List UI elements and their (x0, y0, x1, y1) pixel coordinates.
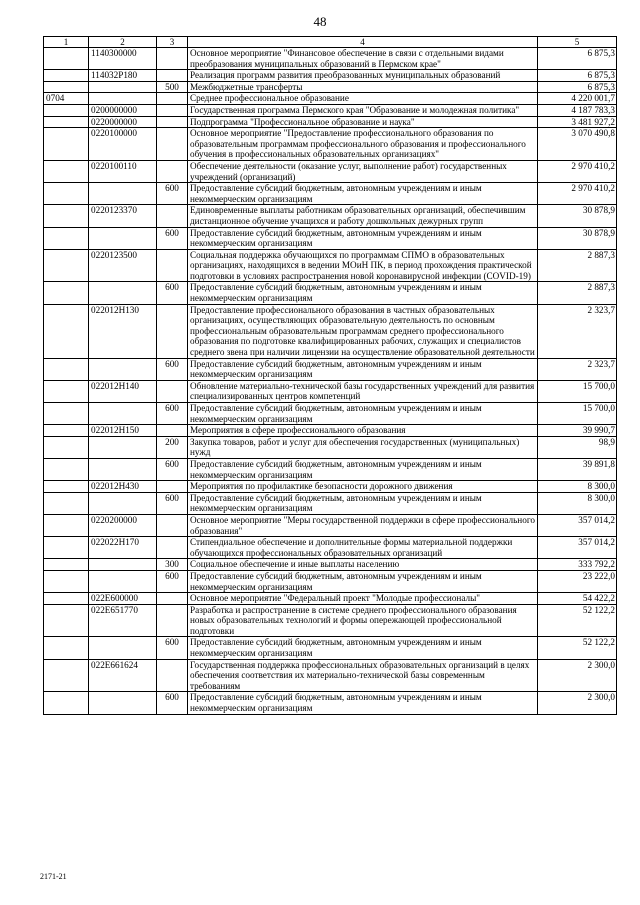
table-row (44, 227, 617, 249)
item-name: Среднее профессиональное образование (188, 93, 538, 105)
item-name: Предоставление субсидий бюджетным, автономным учреждениям и иным некоммерческим организациям (188, 403, 538, 425)
section-code (44, 559, 89, 571)
item-name: Государственная поддержка профессиональных образовательных организаций в целях обеспечения соответствия их материально-технической базы современным требованиям (188, 659, 538, 692)
target-article: 0220000000 (89, 116, 157, 128)
amount: 98,9 (538, 436, 617, 458)
target-article: 0200000000 (89, 104, 157, 116)
item-name: Мероприятия по профилактике безопасности дорожного движения (188, 481, 538, 493)
amount: 357 014,2 (538, 514, 617, 536)
header-col-4: 4 (188, 37, 538, 48)
section-code (44, 604, 89, 637)
expense-type: 600 (157, 570, 188, 592)
amount: 3 481 927,2 (538, 116, 617, 128)
table-row (44, 403, 617, 425)
section-code: 0704 (44, 93, 89, 105)
target-article: 114032Р180 (89, 70, 157, 82)
item-name: Основное мероприятие "Меры государственной поддержки в сфере профессионального образования" (188, 514, 538, 536)
target-article: 022012Н150 (89, 425, 157, 437)
table-row (44, 183, 617, 205)
section-code (44, 637, 89, 659)
section-code (44, 659, 89, 692)
expense-type (157, 537, 188, 559)
table-row (44, 358, 617, 380)
amount: 6 875,3 (538, 81, 617, 93)
target-article: 022E600000 (89, 593, 157, 605)
item-name: Стипендиальное обеспечение и дополнительные формы материальной поддержки обучающихся профессиональных образовательных организаций (188, 537, 538, 559)
table-row (44, 692, 617, 714)
expense-type: 600 (157, 227, 188, 249)
section-code (44, 128, 89, 161)
expense-type (157, 116, 188, 128)
item-name: Предоставление субсидий бюджетным, автономным учреждениям и иным некоммерческим организациям (188, 492, 538, 514)
target-article: 0220200000 (89, 514, 157, 536)
table-row (44, 304, 617, 358)
table-row (44, 116, 617, 128)
target-article: 022E661624 (89, 659, 157, 692)
section-code (44, 116, 89, 128)
header-col-5: 5 (538, 37, 617, 48)
header-col-1: 1 (44, 37, 89, 48)
item-name: Единовременные выплаты работникам образовательных организаций, обеспечившим дистанционное обучение учащихся и работу дошкольных дежурных групп (188, 205, 538, 227)
target-article (89, 637, 157, 659)
section-code (44, 425, 89, 437)
target-article: 0220123500 (89, 249, 157, 282)
amount: 4 220 001,7 (538, 93, 617, 105)
section-code (44, 481, 89, 493)
amount: 357 014,2 (538, 537, 617, 559)
target-article (89, 436, 157, 458)
table-row (44, 249, 617, 282)
amount: 15 700,0 (538, 380, 617, 402)
target-article: 0220100000 (89, 128, 157, 161)
expense-type: 600 (157, 458, 188, 480)
expense-type: 600 (157, 492, 188, 514)
item-name: Подпрограмма "Профессиональное образование и наука" (188, 116, 538, 128)
item-name: Основное мероприятие "Предоставление профессионального образования по образовательным программам профессионального образования и профессионального обучения в профессиональных образовательных организациях" (188, 128, 538, 161)
table-row (44, 570, 617, 592)
target-article: 022022Н170 (89, 537, 157, 559)
target-article: 022E651770 (89, 604, 157, 637)
item-name: Предоставление субсидий бюджетным, автономным учреждениям и иным некоммерческим организациям (188, 458, 538, 480)
expense-type (157, 160, 188, 182)
section-code (44, 358, 89, 380)
table-header-row (44, 37, 617, 48)
amount: 3 070 490,8 (538, 128, 617, 161)
expense-type (157, 128, 188, 161)
section-code (44, 514, 89, 536)
expense-type (157, 380, 188, 402)
amount: 6 875,3 (538, 70, 617, 82)
item-name: Предоставление субсидий бюджетным, автономным учреждениям и иным некоммерческим организациям (188, 570, 538, 592)
table-row (44, 659, 617, 692)
table-row (44, 104, 617, 116)
expense-type: 600 (157, 692, 188, 714)
expense-type (157, 104, 188, 116)
table-row (44, 81, 617, 93)
item-name: Социальная поддержка обучающихся по программам СПМО в образовательных организациях, находящихся в ведении МОиН ПК, в период прохождения практической подготовки в условиях распространения новой коронавирусной инфекции (COVID-19) (188, 249, 538, 282)
table-row (44, 70, 617, 82)
amount: 2 970 410,2 (538, 183, 617, 205)
amount: 30 878,9 (538, 205, 617, 227)
target-article (89, 403, 157, 425)
item-name: Мероприятия в сфере профессионального образования (188, 425, 538, 437)
amount: 54 422,2 (538, 593, 617, 605)
target-article (89, 93, 157, 105)
amount: 39 891,8 (538, 458, 617, 480)
table-row (44, 514, 617, 536)
amount: 8 300,0 (538, 481, 617, 493)
target-article (89, 692, 157, 714)
section-code (44, 70, 89, 82)
expense-type (157, 304, 188, 358)
section-code (44, 492, 89, 514)
expense-type: 600 (157, 358, 188, 380)
target-article: 022012Н430 (89, 481, 157, 493)
item-name: Предоставление субсидий бюджетным, автономным учреждениям и иным некоммерческим организациям (188, 183, 538, 205)
footer-code: 2171-21 (40, 872, 67, 881)
table-row (44, 128, 617, 161)
section-code (44, 436, 89, 458)
section-code (44, 249, 89, 282)
expense-type: 500 (157, 81, 188, 93)
table-row (44, 436, 617, 458)
amount: 52 122,2 (538, 604, 617, 637)
expense-type (157, 93, 188, 105)
section-code (44, 537, 89, 559)
target-article (89, 81, 157, 93)
target-article: 022012Н130 (89, 304, 157, 358)
expense-type: 300 (157, 559, 188, 571)
table-row (44, 559, 617, 571)
section-code (44, 282, 89, 304)
target-article: 1140300000 (89, 48, 157, 70)
page-number: 48 (313, 14, 327, 29)
expense-type (157, 48, 188, 70)
target-article (89, 282, 157, 304)
table-row (44, 637, 617, 659)
section-code (44, 570, 89, 592)
expense-type (157, 205, 188, 227)
section-code (44, 227, 89, 249)
table-row (44, 458, 617, 480)
section-code (44, 81, 89, 93)
amount: 39 990,7 (538, 425, 617, 437)
target-article (89, 570, 157, 592)
header-col-2: 2 (89, 37, 157, 48)
section-code (44, 183, 89, 205)
expense-type: 600 (157, 183, 188, 205)
target-article (89, 358, 157, 380)
section-code (44, 403, 89, 425)
table-row (44, 425, 617, 437)
expense-type (157, 593, 188, 605)
expense-type (157, 249, 188, 282)
budget-table (43, 36, 617, 715)
section-code (44, 458, 89, 480)
amount: 2 323,7 (538, 358, 617, 380)
section-code (44, 380, 89, 402)
section-code (44, 304, 89, 358)
target-article (89, 227, 157, 249)
expense-type: 600 (157, 282, 188, 304)
amount: 2 300,0 (538, 659, 617, 692)
expense-type: 200 (157, 436, 188, 458)
amount: 52 122,2 (538, 637, 617, 659)
target-article: 022012Н140 (89, 380, 157, 402)
item-name: Предоставление субсидий бюджетным, автономным учреждениям и иным некоммерческим организациям (188, 282, 538, 304)
item-name: Закупка товаров, работ и услуг для обеспечения государственных (муниципальных) нужд (188, 436, 538, 458)
amount: 8 300,0 (538, 492, 617, 514)
table-row (44, 492, 617, 514)
header-col-3: 3 (157, 37, 188, 48)
amount: 2 970 410,2 (538, 160, 617, 182)
table-row (44, 537, 617, 559)
table-row (44, 481, 617, 493)
expense-type (157, 70, 188, 82)
section-code (44, 48, 89, 70)
amount: 6 875,3 (538, 48, 617, 70)
target-article: 0220100110 (89, 160, 157, 182)
table-row (44, 593, 617, 605)
target-article (89, 559, 157, 571)
target-article (89, 183, 157, 205)
expense-type (157, 425, 188, 437)
section-code (44, 593, 89, 605)
expense-type (157, 481, 188, 493)
expense-type: 600 (157, 637, 188, 659)
table-row (44, 48, 617, 70)
expense-type: 600 (157, 403, 188, 425)
item-name: Социальное обеспечение и иные выплаты населению (188, 559, 538, 571)
item-name: Предоставление субсидий бюджетным, автономным учреждениям и иным некоммерческим организациям (188, 692, 538, 714)
amount: 15 700,0 (538, 403, 617, 425)
table-row (44, 205, 617, 227)
amount: 2 887,3 (538, 282, 617, 304)
item-name: Предоставление профессионального образования в частных образовательных организациях, осуществляющих образовательную деятельность по основным профессиональным образовательным программам среднего профессионального образования по подготовке квалифицированных рабочих, служащих и специалистов среднего звена при наличии лицензии на осуществление образовательной деятельности (188, 304, 538, 358)
item-name: Государственная программа Пермского края "Образование и молодежная политика" (188, 104, 538, 116)
expense-type (157, 514, 188, 536)
item-name: Предоставление субсидий бюджетным, автономным учреждениям и иным некоммерческим организациям (188, 227, 538, 249)
amount: 2 887,3 (538, 249, 617, 282)
expense-type (157, 604, 188, 637)
table-row (44, 604, 617, 637)
expense-type (157, 659, 188, 692)
amount: 30 878,9 (538, 227, 617, 249)
item-name: Межбюджетные трансферты (188, 81, 538, 93)
amount: 4 187 783,3 (538, 104, 617, 116)
section-code (44, 692, 89, 714)
target-article: 0220123370 (89, 205, 157, 227)
item-name: Предоставление субсидий бюджетным, автономным учреждениям и иным некоммерческим организациям (188, 358, 538, 380)
item-name: Основное мероприятие "Финансовое обеспечение в связи с отдельными видами преобразования муниципальных образований в Пермском крае" (188, 48, 538, 70)
item-name: Обеспечение деятельности (оказание услуг, выполнение работ) государственных учреждений (организаций) (188, 160, 538, 182)
amount: 333 792,2 (538, 559, 617, 571)
item-name: Реализация программ развития преобразованных муниципальных образований (188, 70, 538, 82)
item-name: Предоставление субсидий бюджетным, автономным учреждениям и иным некоммерческим организациям (188, 637, 538, 659)
item-name: Разработка и распространение в системе среднего профессионального образования новых образовательных технологий и формы опережающей профессиональной подготовки (188, 604, 538, 637)
amount: 2 300,0 (538, 692, 617, 714)
amount: 2 323,7 (538, 304, 617, 358)
item-name: Обновление материально-технической базы государственных учреждений для развития специализированных центров компетенций (188, 380, 538, 402)
table-row (44, 380, 617, 402)
table-row (44, 160, 617, 182)
table-row (44, 282, 617, 304)
section-code (44, 160, 89, 182)
section-code (44, 205, 89, 227)
section-code (44, 104, 89, 116)
table-row (44, 93, 617, 105)
target-article (89, 492, 157, 514)
item-name: Основное мероприятие "Федеральный проект "Молодые профессионалы" (188, 593, 538, 605)
amount: 23 222,0 (538, 570, 617, 592)
target-article (89, 458, 157, 480)
